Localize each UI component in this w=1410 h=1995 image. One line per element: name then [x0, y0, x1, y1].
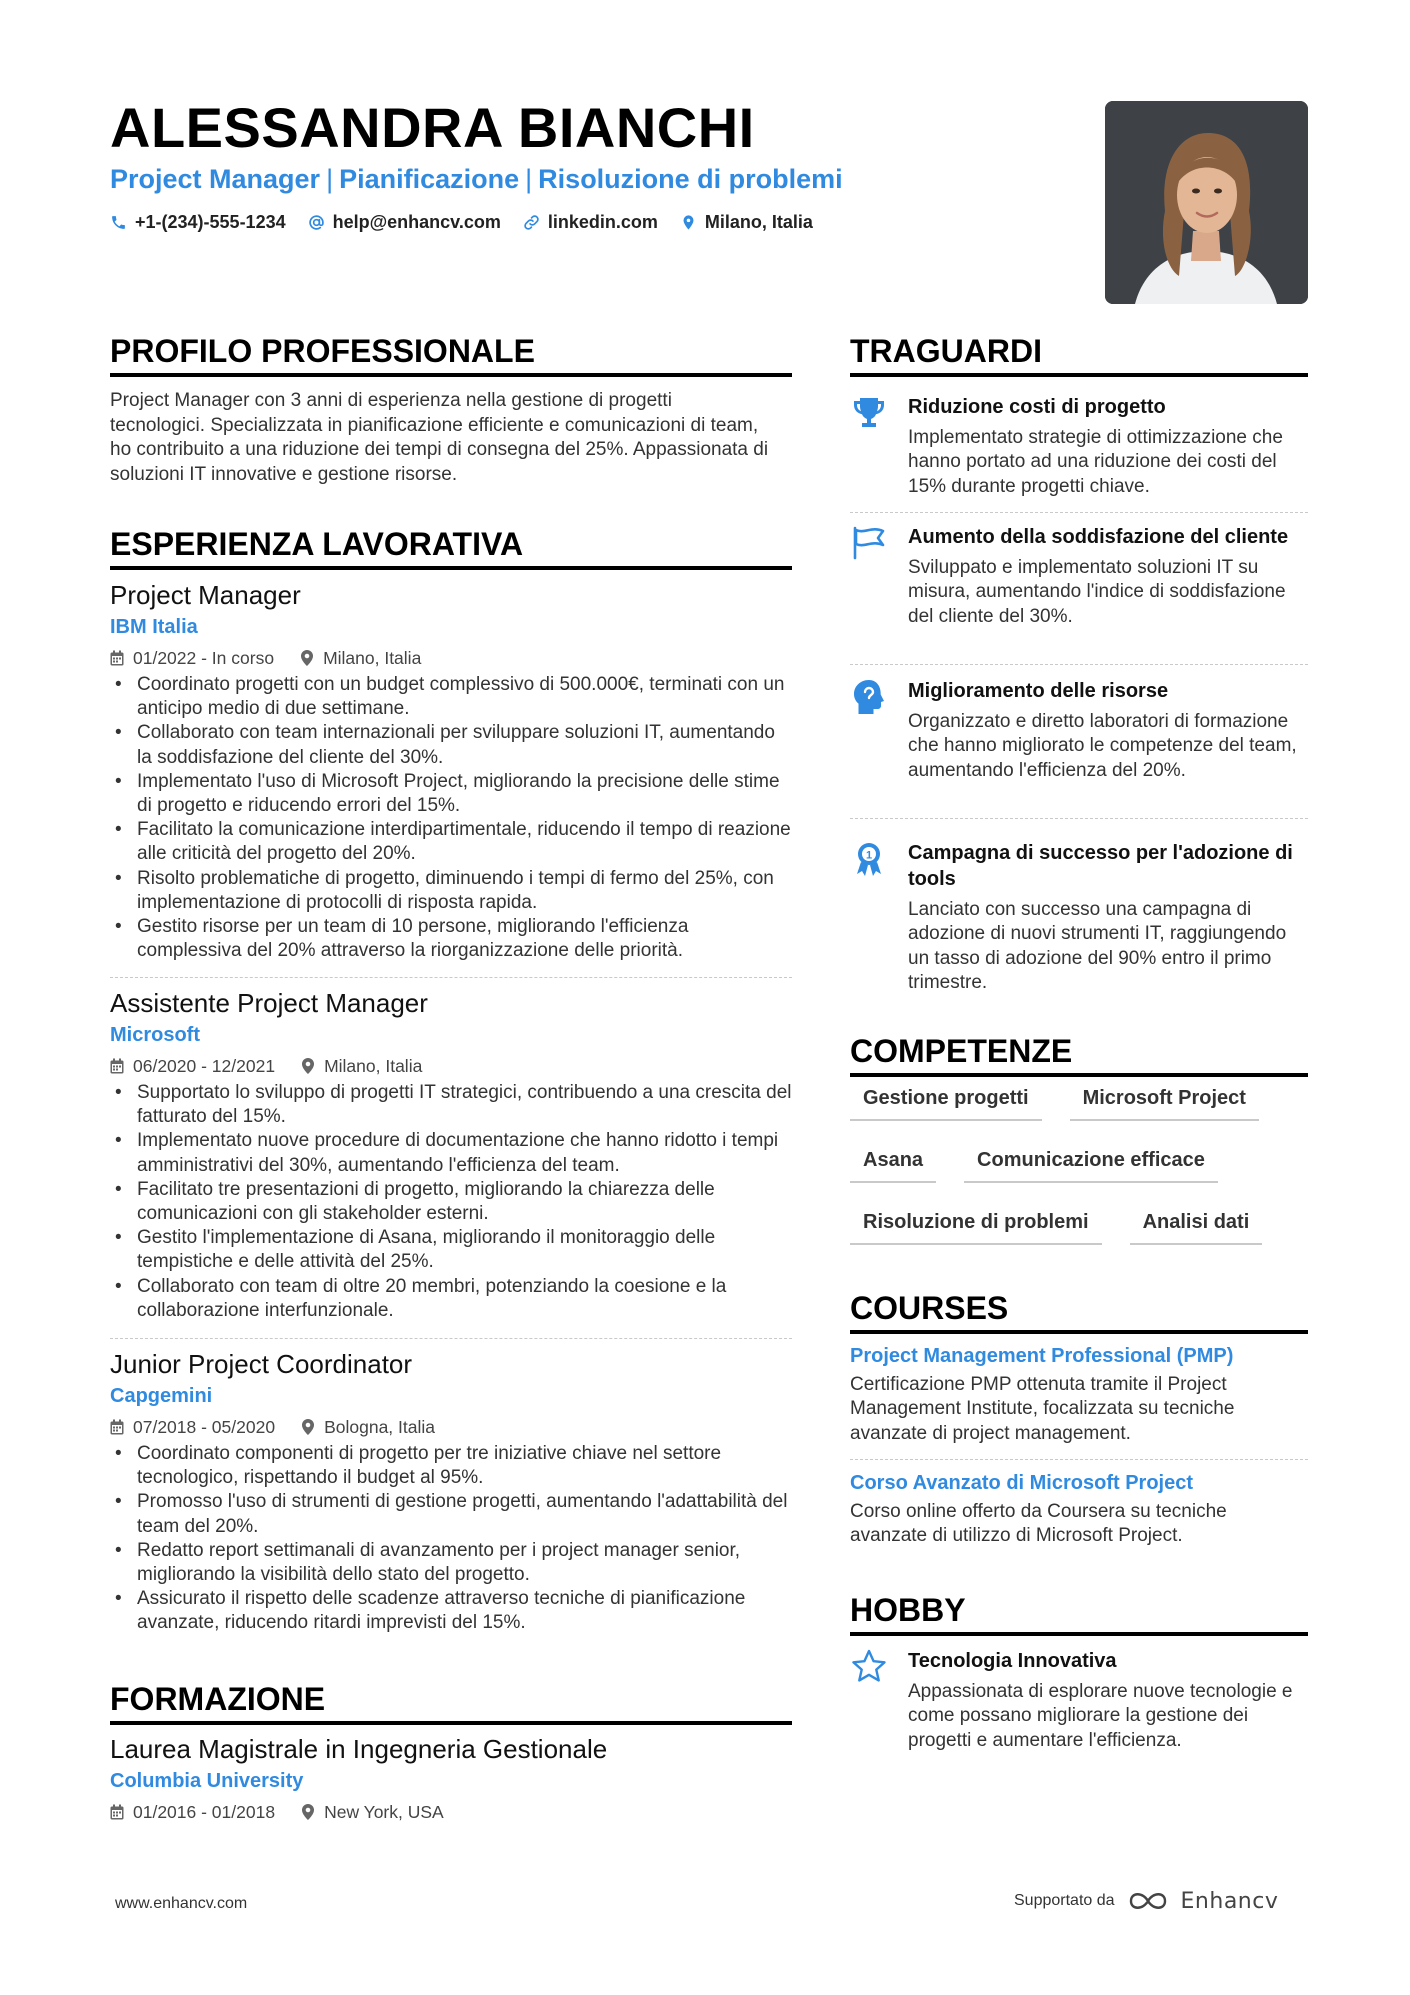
achievement-desc: Sviluppato e implementato soluzioni IT su misura, aumentando l'indice di soddisfazione del cliente del 30%. — [908, 557, 1286, 627]
job-location-text: Milano, Italia — [324, 1056, 423, 1076]
phone-icon — [110, 214, 127, 231]
education-dates-text: 01/2016 - 01/2018 — [133, 1802, 276, 1822]
course-item — [850, 1470, 1308, 1549]
education-location-text: New York, USA — [324, 1802, 444, 1822]
job-bullet: • Collaborato con team di oltre 20 membri, potenziando la coesione e la collaborazione interfunzionale. — [110, 1275, 792, 1323]
star-icon — [850, 1648, 888, 1686]
skills-list — [850, 1086, 1308, 1272]
at-icon — [308, 214, 325, 231]
linkedin-link: linkedin.com — [547, 212, 658, 232]
skill-tag: Gestione progetti — [850, 1086, 1042, 1121]
job-meta — [110, 646, 792, 670]
section-rule — [850, 1073, 1308, 1077]
location-pin-icon — [301, 1804, 315, 1820]
school-name[interactable]: Columbia University — [110, 1770, 304, 1792]
job-bullets — [110, 673, 792, 963]
skill-tag: Risoluzione di problemi — [850, 1210, 1102, 1245]
headline-separator: | — [525, 164, 533, 194]
section-title-skills: COMPETENZE — [850, 1033, 1073, 1069]
achievement-title: Riduzione costi di progetto — [908, 396, 1166, 418]
job-location — [300, 646, 421, 670]
brand-name: Enhancv — [1180, 1888, 1279, 1914]
contact-bar — [110, 209, 813, 235]
course-item — [850, 1343, 1308, 1446]
job-entry — [110, 579, 792, 963]
section-title-hobby: HOBBY — [850, 1592, 966, 1628]
enhancv-logo-icon — [1125, 1888, 1171, 1914]
headline-title-1: Project Manager — [110, 164, 321, 194]
course-desc: Corso online offerto da Coursera su tecniche avanzate di utilizzo di Microsoft Project. — [850, 1501, 1227, 1547]
achievement-item — [850, 840, 1308, 995]
job-company[interactable]: Microsoft — [110, 1024, 200, 1046]
headline-separator: | — [326, 164, 334, 194]
degree-title: Laurea Magistrale in Ingegneria Gestionale — [110, 1734, 608, 1764]
achievement-item — [850, 524, 1308, 629]
location-pin-icon — [301, 1419, 315, 1435]
headline-title-3: Risoluzione di problemi — [538, 164, 843, 194]
head-icon — [850, 678, 888, 716]
section-title-courses: COURSES — [850, 1290, 1009, 1326]
job-dates-text: 07/2018 - 05/2020 — [133, 1417, 276, 1437]
divider — [110, 1338, 792, 1339]
job-bullet: • Implementato nuove procedure di documentazione che hanno ridotto i tempi amministrativi del 30%, aumentando l'efficienza del team. — [110, 1129, 792, 1177]
section-rule — [850, 1330, 1308, 1334]
education-dates — [110, 1800, 275, 1824]
divider — [850, 818, 1308, 819]
section-title-profile: PROFILO PROFESSIONALE — [110, 333, 535, 369]
divider — [850, 512, 1308, 513]
job-bullet: • Redatto report settimanali di avanzamento per i project manager senior, migliorando la visibilità dello stato del progetto. — [110, 1539, 792, 1587]
job-bullet: • Coordinato progetti con un budget complessivo di 500.000€, terminati con un anticipo medio di due settimane. — [110, 673, 792, 721]
achievement-desc: Lanciato con successo una campagna di adozione di nuovi strumenti IT, raggiungendo un tasso di adozione del 90% entro il primo trimestre. — [908, 899, 1287, 993]
section-rule — [850, 373, 1308, 377]
job-title: Assistente Project Manager — [110, 988, 428, 1018]
job-bullet: • Coordinato componenti di progetto per tre iniziative chiave nel settore tecnologico, rispettando il budget al 95%. — [110, 1442, 792, 1490]
job-bullet: • Gestito l'implementazione di Asana, migliorando il monitoraggio delle tempistiche e delle attività del 25%. — [110, 1226, 792, 1274]
job-meta — [110, 1415, 792, 1439]
profile-photo — [1105, 101, 1308, 304]
calendar-icon — [110, 1058, 124, 1074]
divider — [110, 977, 792, 978]
achievement-desc: Implementato strategie di ottimizzazione che hanno portato ad una riduzione dei costi del 15% durante progetti chiave. — [908, 427, 1283, 497]
footer-website[interactable]: www.enhancv.com — [115, 1895, 248, 1912]
education-meta — [110, 1800, 792, 1824]
skill-row — [850, 1210, 1308, 1245]
job-bullet: • Promosso l'uso di strumenti di gestione progetti, aumentando l'adattabilità del team del 20%. — [110, 1490, 792, 1538]
hobby-item — [850, 1648, 1308, 1753]
flag-icon — [850, 524, 888, 562]
skill-tag: Analisi dati — [1130, 1210, 1263, 1245]
powered-by-label: Supportato da — [1014, 1892, 1115, 1909]
trophy-icon — [850, 394, 888, 432]
achievement-title: Campagna di successo per l'adozione di tools — [908, 842, 1293, 890]
section-rule — [110, 373, 792, 377]
education-entry — [110, 1733, 792, 1824]
job-title: Project Manager — [110, 580, 301, 610]
job-bullet: • Facilitato tre presentazioni di progetto, migliorando la chiarezza delle comunicazioni con gli stakeholder esterni. — [110, 1178, 792, 1226]
section-title-education: FORMAZIONE — [110, 1681, 326, 1717]
calendar-icon — [110, 650, 124, 666]
achievement-desc: Organizzato e diretto laboratori di formazione che hanno migliorato le competenze del team, aumentando l'efficienza del 20%. — [908, 711, 1297, 781]
job-bullets — [110, 1081, 792, 1323]
profile-summary: Project Manager con 3 anni di esperienza nella gestione di progetti tecnologici. Specializzata in pianificazione efficiente e comunicazioni di team, ho contribuito a una riduzione dei tempi di consegna del 25%. Appassionata di soluzioni IT innovative e gestione risorse. — [110, 390, 769, 485]
job-location — [301, 1054, 422, 1078]
skill-tag: Asana — [850, 1148, 936, 1183]
footer-powered-by — [1014, 1888, 1278, 1914]
candidate-name: ALESSANDRA BIANCHI — [110, 96, 755, 159]
job-bullet: • Gestito risorse per un team di 10 persone, migliorando l'efficienza complessiva del 20% attraverso la riorganizzazione delle priorità. — [110, 915, 792, 963]
skill-tag: Comunicazione efficace — [964, 1148, 1218, 1183]
job-bullet: • Collaborato con team internazionali per sviluppare soluzioni IT, aumentando la soddisfazione del cliente del 30%. — [110, 721, 792, 769]
course-title[interactable]: Project Management Professional (PMP) — [850, 1345, 1234, 1367]
job-dates-text: 01/2022 - In corso — [133, 648, 275, 668]
contact-email[interactable] — [308, 209, 501, 235]
skill-row — [850, 1086, 1308, 1121]
calendar-icon — [110, 1804, 124, 1820]
skill-row — [850, 1148, 1308, 1183]
section-rule — [850, 1632, 1308, 1636]
location-pin-icon — [300, 650, 314, 666]
divider — [850, 664, 1308, 665]
job-bullets — [110, 1442, 792, 1636]
link-icon — [523, 214, 540, 231]
location-pin-icon — [301, 1058, 315, 1074]
job-company[interactable]: Capgemini — [110, 1385, 213, 1407]
phone-number: +1-(234)-555-1234 — [135, 212, 286, 232]
location-text: Milano, Italia — [704, 212, 813, 232]
section-title-experience: ESPERIENZA LAVORATIVA — [110, 526, 524, 562]
job-entry — [110, 987, 792, 1323]
svg-text:1: 1 — [865, 849, 873, 862]
headline-title-2: Pianificazione — [339, 164, 520, 194]
achievement-item — [850, 678, 1308, 783]
job-bullet: • Supportato lo sviluppo di progetti IT strategici, contribuendo a una crescita del fatturato del 15%. — [110, 1081, 792, 1129]
achievement-item — [850, 394, 1308, 499]
job-bullet: • Facilitato la comunicazione interdipartimentale, riducendo il tempo di reazione alle criticità del progetto del 20%. — [110, 818, 792, 866]
job-location-text: Bologna, Italia — [324, 1417, 435, 1437]
section-title-achievements: TRAGUARDI — [850, 333, 1042, 369]
skill-tag: Microsoft Project — [1070, 1086, 1259, 1121]
job-meta — [110, 1054, 792, 1078]
calendar-icon — [110, 1419, 124, 1435]
job-bullet: • Risolto problematiche di progetto, diminuendo i tempi di fermo del 25%, con implementazione di protocolli di risposta rapida. — [110, 867, 792, 915]
job-location-text: Milano, Italia — [323, 648, 422, 668]
job-company[interactable]: IBM Italia — [110, 616, 198, 638]
job-bullet: • Implementato l'uso di Microsoft Project, migliorando la precisione delle stime di progetto e riducendo errori del 15%. — [110, 770, 792, 818]
job-entry — [110, 1348, 792, 1636]
job-title: Junior Project Coordinator — [110, 1349, 413, 1379]
achievement-title: Aumento della soddisfazione del cliente — [908, 526, 1289, 548]
job-bullet: • Assicurato il rispetto delle scadenze attraverso tecniche di pianificazione avanzate, riducendo ritardi imprevisti del 15%. — [110, 1587, 792, 1635]
contact-phone[interactable] — [110, 209, 286, 235]
hobby-desc: Appassionata di esplorare nuove tecnologie e come possano migliorare la gestione dei progetti e aumentare l'efficienza. — [908, 1681, 1293, 1751]
contact-location — [680, 209, 813, 235]
education-location — [301, 1800, 444, 1824]
location-pin-icon — [680, 214, 697, 231]
hobby-title: Tecnologia Innovativa — [908, 1650, 1117, 1672]
job-location — [301, 1415, 435, 1439]
course-desc: Certificazione PMP ottenuta tramite il Project Management Institute, focalizzata su tecniche avanzate di project management. — [850, 1374, 1235, 1444]
achievement-title: Miglioramento delle risorse — [908, 680, 1169, 702]
divider — [850, 1459, 1308, 1460]
job-dates — [110, 1054, 275, 1078]
section-rule — [110, 566, 792, 570]
email-address: help@enhancv.com — [332, 212, 501, 232]
headline — [110, 162, 843, 196]
course-title[interactable]: Corso Avanzato di Microsoft Project — [850, 1472, 1194, 1494]
job-dates-text: 06/2020 - 12/2021 — [133, 1056, 276, 1076]
medal-icon — [850, 840, 888, 878]
job-dates — [110, 1415, 275, 1439]
contact-linkedin[interactable] — [523, 209, 658, 235]
section-rule — [110, 1721, 792, 1725]
job-dates — [110, 646, 274, 670]
